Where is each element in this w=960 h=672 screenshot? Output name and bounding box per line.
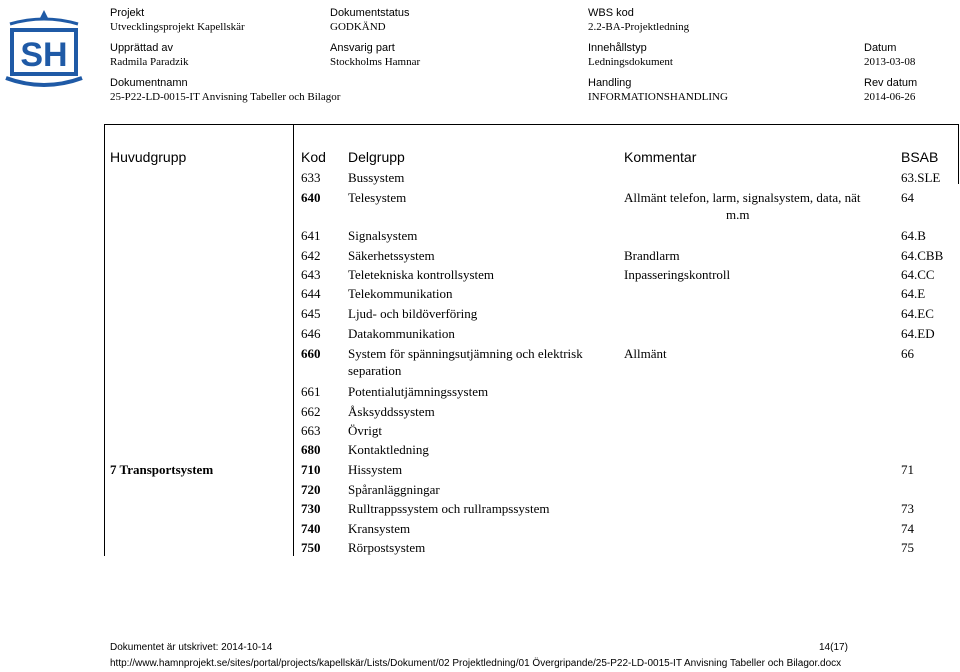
header-innehall [588,42,673,69]
footer-printed: Dokumentet är utskrivet: 2014-10-14 [110,642,273,653]
table-row [104,306,959,324]
header-datum [864,42,915,69]
table-row [104,501,959,519]
footer-url: http://www.hamnprojekt.se/sites/portal/projects/kapellskär/Lists/Dokument/02 Projektledning/01 Övergripande/25-P22-LD-0015-IT Anvisning Tabeller och Bilagor.docx [110,658,842,669]
kod-cell: 645 [301,306,321,321]
bsab-cell: 64 [901,190,914,205]
table-row [104,404,959,422]
ansvarig-label: Ansvarig part [330,42,395,54]
header-wbs [588,7,689,34]
bsab-cell: 75 [901,540,914,555]
table-row [104,170,959,188]
bsab-cell: 64.EC [901,306,934,321]
kod-cell: 720 [301,482,321,497]
bsab-cell: 64.E [901,286,926,301]
group-cell: 7 Transportsystem [110,462,214,477]
header-kommentar: Kommentar [624,149,697,165]
delgrupp-cell: Potentialutjämningssystem [348,384,489,399]
header-delgrupp: Delgrupp [348,149,405,165]
header-huvudgrupp: Huvudgrupp [110,149,187,165]
dokumentnamn-value: 25-P22-LD-0015-IT Anvisning Tabeller och Bilagor [110,91,341,103]
bsab-cell: 63.SLE [901,170,941,185]
delgrupp-cell: Rörpostsystem [348,540,426,555]
delgrupp-cell: Kontaktledning [348,442,429,457]
kod-cell: 740 [301,521,321,536]
table-row [104,190,959,222]
kod-cell: 642 [301,248,321,263]
kommentar-cell-continued: m.m [726,207,750,222]
delgrupp-cell: Ljud- och bildöverföring [348,306,478,321]
bsab-cell: 71 [901,462,914,477]
datum-value: 2013-03-08 [864,56,916,68]
table-row [104,248,959,266]
projekt-value: Utvecklingsprojekt Kapellskär [110,21,245,33]
kommentar-cell: Inpasseringskontroll [624,267,731,282]
kod-cell: 680 [301,442,321,457]
delgrupp-cell: Kransystem [348,521,411,536]
table-row [104,423,959,441]
bsab-cell: 74 [901,521,914,536]
ansvarig-value: Stockholms Hamnar [330,56,421,68]
delgrupp-cell: Telesystem [348,190,407,205]
header-kod: Kod [301,149,326,165]
wbs-value: 2.2-BA-Projektledning [588,21,690,33]
delgrupp-cell: Säkerhetssystem [348,248,435,263]
sh-logo [2,6,86,90]
page-number: 14(17) [819,642,848,653]
dokumentnamn-label: Dokumentnamn [110,77,188,89]
table-row [104,540,959,558]
header-projekt [110,7,245,34]
delgrupp-cell: Åsksyddssystem [348,404,435,419]
kod-cell: 663 [301,423,321,438]
kod-cell: 641 [301,228,321,243]
header-bsab: BSAB [901,149,939,165]
revdatum-value: 2014-06-26 [864,91,916,103]
kod-cell: 730 [301,501,321,516]
bsab-cell: 64.ED [901,326,935,341]
header-ansvarig [330,42,420,69]
delgrupp-cell: Datakommunikation [348,326,455,341]
bsab-cell: 64.CC [901,267,935,282]
kommentar-cell: Allmänt telefon, larm, signalsystem, data, nät [624,190,861,205]
handling-label: Handling [588,77,632,89]
delgrupp-cell: Telekommunikation [348,286,453,301]
header-handling [588,77,728,104]
header-upprattad [110,42,189,69]
table-row [104,228,959,246]
delgrupp-cell: Bussystem [348,170,405,185]
table-row [104,346,959,378]
table-row [104,384,959,402]
header-dokumentnamn [110,77,340,104]
upprattad-value: Radmila Paradzik [110,56,189,68]
innehall-label: Innehållstyp [588,42,647,54]
datum-label: Datum [864,42,897,54]
kod-cell: 643 [301,267,321,282]
bsab-cell: 73 [901,501,914,516]
logo-text: SH [20,36,68,74]
delgrupp-cell-continued: separation [348,363,402,378]
kod-cell: 710 [301,462,321,477]
table-row [104,286,959,304]
table-row [104,462,959,480]
dokumentstatus-value: GODKÄND [330,21,386,33]
kod-cell: 660 [301,346,321,361]
delgrupp-cell: System för spänningsutjämning och elektrisk [348,346,583,361]
table-top-border [104,124,959,125]
table-row [104,442,959,460]
delgrupp-cell: Spåranläggningar [348,482,440,497]
bsab-cell: 64.B [901,228,926,243]
table-row [104,521,959,539]
table-row [104,482,959,500]
delgrupp-cell: Signalsystem [348,228,418,243]
delgrupp-cell: Teletekniska kontrollsystem [348,267,495,282]
revdatum-label: Rev datum [864,77,918,89]
table-row [104,326,959,344]
kod-cell: 640 [301,190,321,205]
kod-cell: 662 [301,404,321,419]
kod-cell: 646 [301,326,321,341]
innehall-value: Ledningsdokument [588,56,673,68]
dokumentstatus-label: Dokumentstatus [330,7,410,19]
kod-cell: 644 [301,286,321,301]
table-row [104,267,959,285]
kommentar-cell: Allmänt [624,346,667,361]
delgrupp-cell: Hissystem [348,462,403,477]
classification-table [104,124,959,556]
kod-cell: 750 [301,540,321,555]
bsab-cell: 64.CBB [901,248,944,263]
wbs-label: WBS kod [588,7,634,19]
projekt-label: Projekt [110,7,145,19]
kommentar-cell: Brandlarm [624,248,680,263]
kod-cell: 633 [301,170,321,185]
header-dokumentstatus [330,7,409,34]
delgrupp-cell: Övrigt [348,423,382,438]
header-revdatum [864,77,917,104]
bsab-cell: 66 [901,346,914,361]
upprattad-label: Upprättad av [110,42,173,54]
handling-value: INFORMATIONSHANDLING [588,91,728,103]
kod-cell: 661 [301,384,321,399]
delgrupp-cell: Rulltrappssystem och rullrampssystem [348,501,550,516]
